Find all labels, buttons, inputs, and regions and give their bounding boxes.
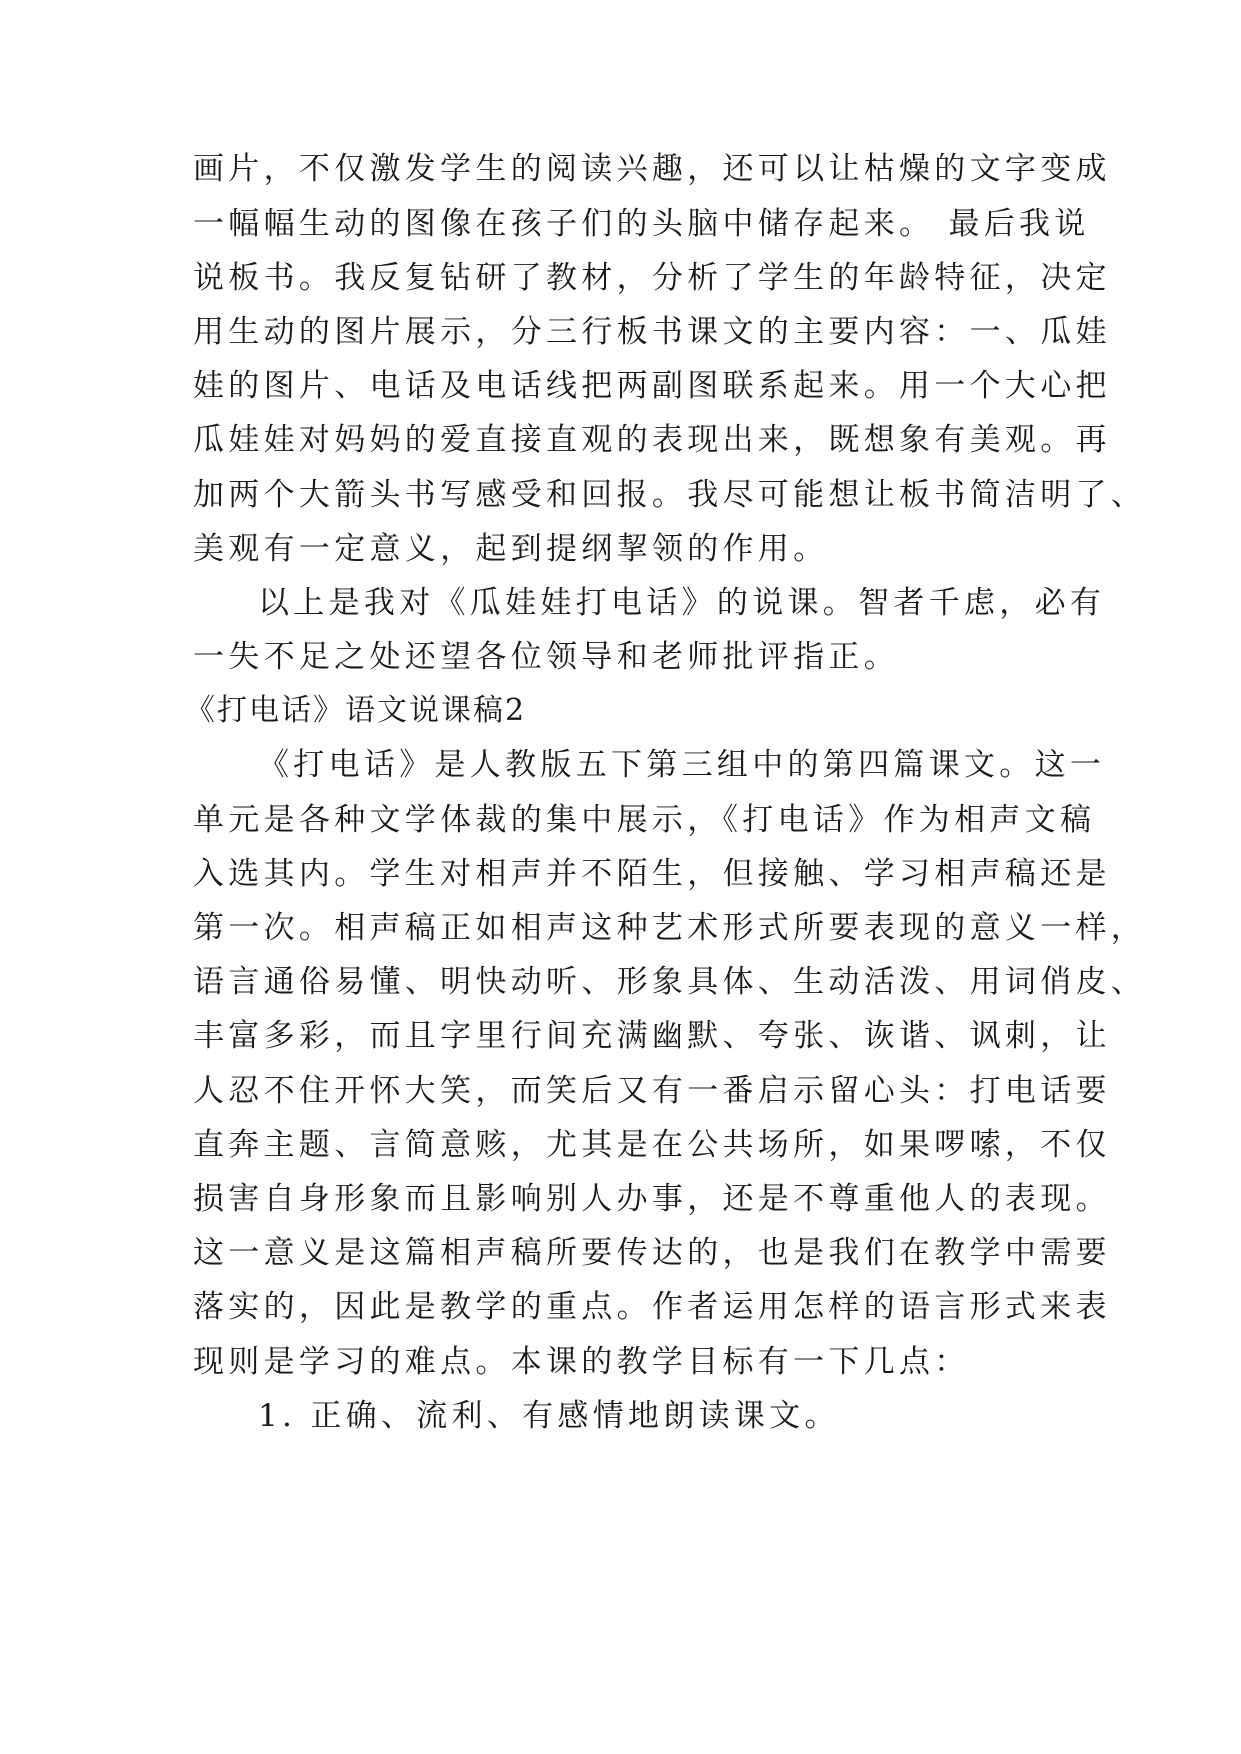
paragraph-line: 说板书。我反复钻研了教材，分析了学生的年龄特征，决定	[193, 260, 1111, 296]
paragraph-line: 用生动的图片展示，分三行板书课文的主要内容：一、瓜娃	[193, 314, 1111, 350]
paragraph-line: 这一意义是这篇相声稿所要传达的，也是我们在教学中需要	[193, 1235, 1111, 1271]
paragraph-line: 落实的，因此是教学的重点。作者运用怎样的语言形式来表	[193, 1289, 1111, 1325]
paragraph-line: 直奔主题、言简意赅，尤其是在公共场所，如果啰嗦，不仅	[193, 1127, 1111, 1163]
paragraph-line: 单元是各种文学体裁的集中展示，《打电话》作为相声文稿	[193, 802, 1096, 838]
paragraph-line: 丰富多彩，而且字里行间充满幽默、夸张、诙谐、讽刺，让	[193, 1018, 1111, 1054]
paragraph-line: 损害自身形象而且影响别人办事，还是不尊重他人的表现。	[193, 1181, 1111, 1217]
paragraph-line: 以上是我对《瓜娃娃打电话》的说课。智者千虑，必有	[258, 585, 1106, 621]
paragraph-line: 《打电话》是人教版五下第三组中的第四篇课文。这一	[258, 747, 1106, 783]
paragraph-line: 加两个大箭头书写感受和回报。我尽可能想让板书简洁明了、	[193, 477, 1147, 513]
paragraph-line: 画片，不仅激发学生的阅读兴趣，还可以让枯燥的文字变成	[193, 151, 1111, 187]
paragraph-line: 娃的图片、电话及电话线把两副图联系起来。用一个大心把	[193, 368, 1111, 404]
paragraph-line: 一幅幅生动的图像在孩子们的头脑中储存起来。 最后我说	[193, 206, 1090, 242]
paragraph-line: 语言通俗易懂、明快动听、形象具体、生动活泼、用词俏皮、	[193, 964, 1147, 1000]
paragraph-line: 一失不足之处还望各位领导和老师批评指正。	[193, 639, 899, 675]
list-item: 1. 正确、流利、有感情地朗读课文。	[258, 1398, 840, 1434]
paragraph-line: 入选其内。学生对相声并不陌生，但接触、学习相声稿还是	[193, 856, 1111, 892]
paragraph-line: 美观有一定意义，起到提纲挈领的作用。	[193, 531, 829, 567]
paragraph-line: 第一次。相声稿正如相声这种艺术形式所要表现的意义一样，	[193, 910, 1147, 946]
paragraph-line: 人忍不住开怀大笑，而笑后又有一番启示留心头：打电话要	[193, 1073, 1111, 1109]
paragraph-line: 瓜娃娃对妈妈的爱直接直观的表现出来，既想象有美观。再	[193, 422, 1111, 458]
paragraph-line: 现则是学习的难点。本课的教学目标有一下几点：	[193, 1344, 970, 1380]
section-title: 《打电话》语文说课稿2	[185, 693, 527, 728]
